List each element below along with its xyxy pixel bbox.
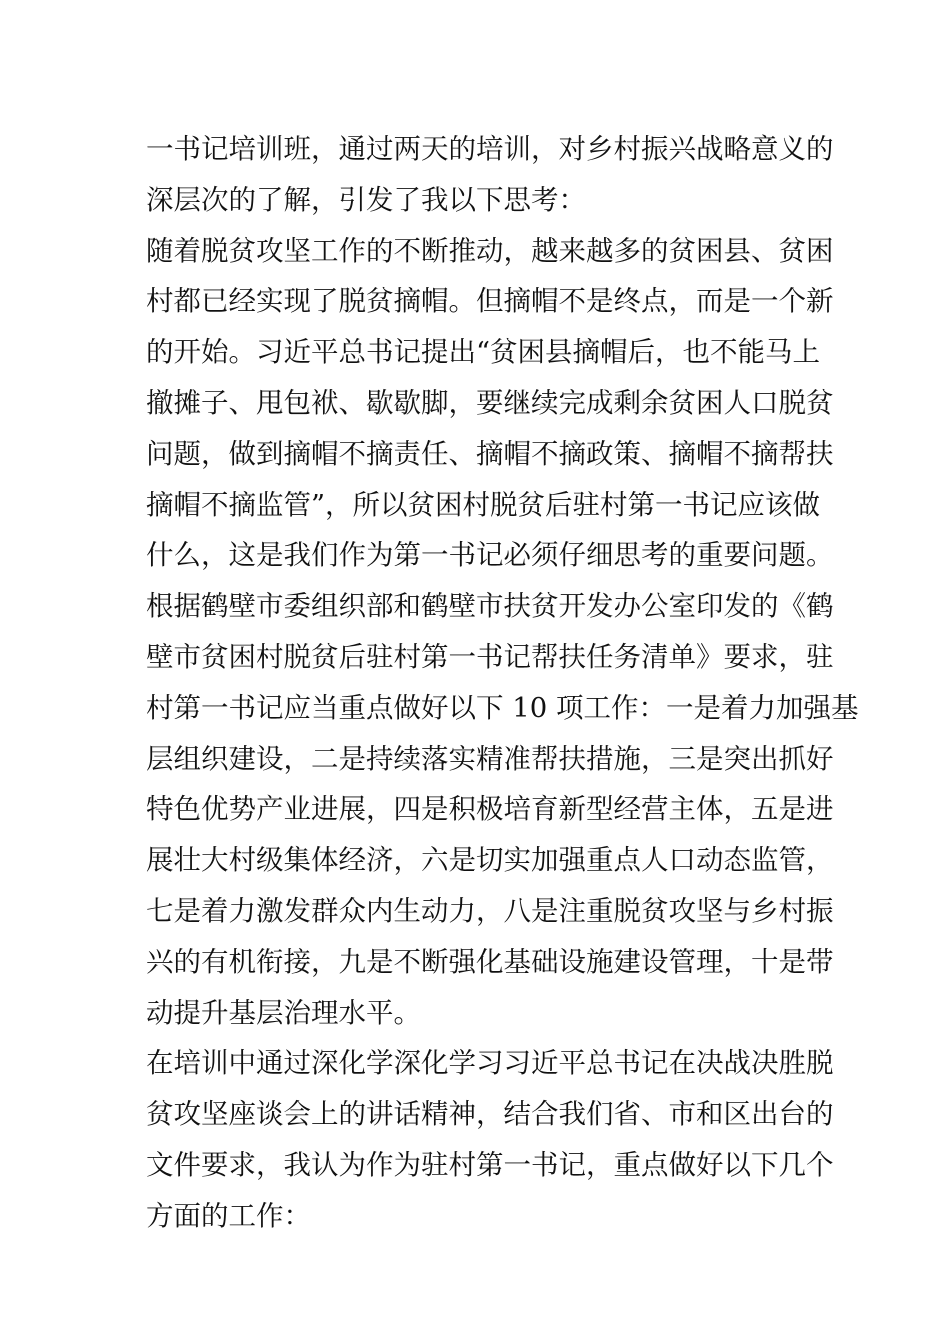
paragraph-2 [146,226,834,582]
text-line: 方面的工作： [146,1199,311,1232]
text-line: 的开始。习近平总书记提出“贫困县摘帽后，也不能马上 [146,336,821,369]
paragraph-4 [146,1038,834,1241]
text-line: 特色优势产业进展，四是积极培育新型经营主体，五是进 [146,793,834,826]
text-line: 摘帽不摘监管”，所以贫困村脱贫后驻村第一书记应该做 [146,488,821,521]
text-line: 在培训中通过深化学深化学习习近平总书记在决战决胜脱 [146,1047,834,1080]
text-line: 七是着力激发群众内生动力，八是注重脱贫攻坚与乡村振 [146,894,834,927]
text-line: 层组织建设，二是持续落实精准帮扶措施，三是突出抓好 [146,742,834,775]
text-line: 一书记培训班，通过两天的培训，对乡村振兴战略意义的 [146,133,834,165]
text-line: 村都已经实现了脱贫摘帽。但摘帽不是终点，而是一个新 [146,285,834,318]
text-line: 什么，这是我们作为第一书记必须仔细思考的重要问题。 [146,539,834,572]
text-line: 根据鹤壁市委组织部和鹤壁市扶贫开发办公室印发的《鹤 [146,590,834,623]
text-line: 兴的有机衔接，九是不断强化基础设施建设管理，十是带 [146,945,834,978]
document-body [146,124,859,1242]
text-line: 文件要求，我认为作为驻村第一书记，重点做好以下几个 [146,1148,834,1181]
text-line: 展壮大村级集体经济，六是切实加强重点人口动态监管， [146,844,834,877]
text-line: 村第一书记应当重点做好以下 10 项工作：一是着力加强基 [146,691,859,724]
paragraph-1 [146,124,834,226]
text-line: 随着脱贫攻坚工作的不断推动，越来越多的贫困县、贫困 [146,234,834,267]
text-line: 问题，做到摘帽不摘责任、摘帽不摘政策、摘帽不摘帮扶 [146,437,834,470]
text-line: 动提升基层治理水平。 [146,996,421,1029]
text-line: 壁市贫困村脱贫后驻村第一书记帮扶任务清单》要求，驻 [146,640,834,673]
text-line: 深层次的了解，引发了我以下思考： [146,183,586,216]
text-line: 撤摊子、甩包袱、歇歇脚，要继续完成剩余贫困人口脱贫 [146,386,834,419]
text-line: 贫攻坚座谈会上的讲话精神，结合我们省、市和区出台的 [146,1098,834,1131]
paragraph-3 [146,581,859,1038]
